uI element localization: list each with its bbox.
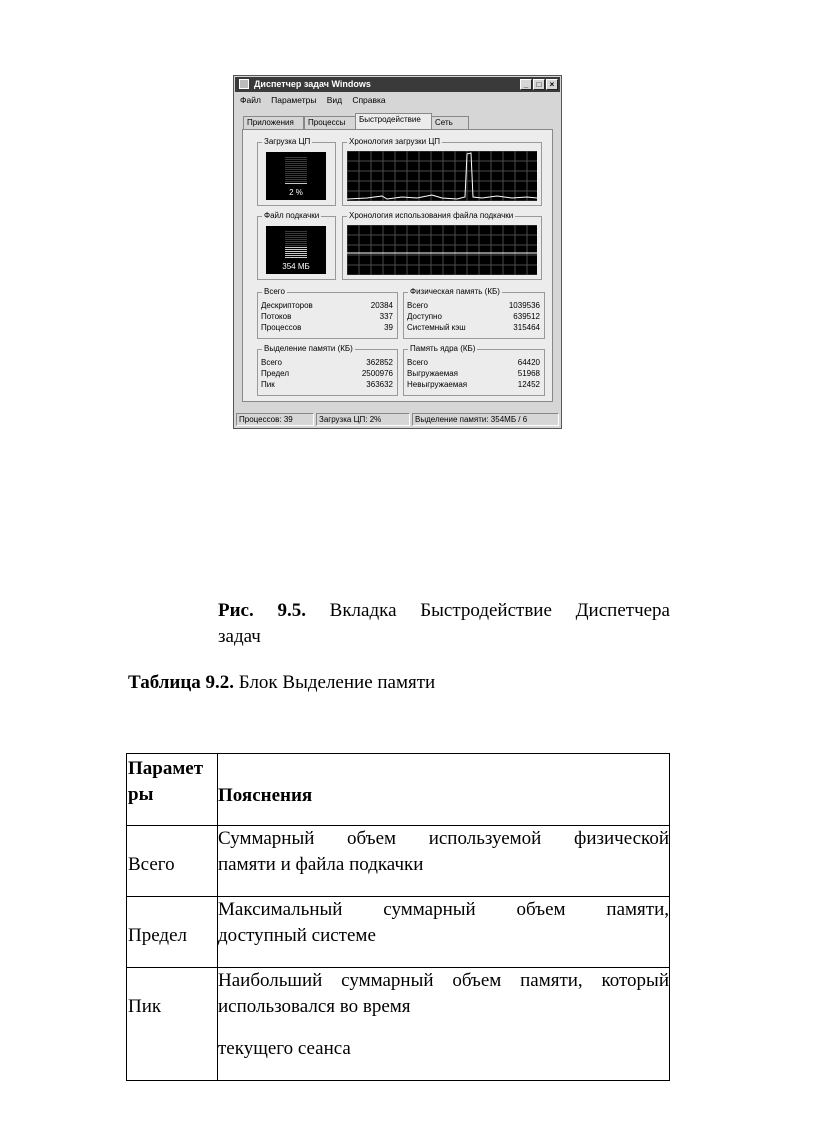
stat-key: Всего: [407, 301, 428, 310]
meter-bar: [285, 169, 307, 170]
pagefile-meter-bars: [285, 231, 307, 259]
stat-value: 363632: [366, 380, 393, 389]
explanation-line: Максимальный суммарный объем памяти,: [218, 899, 669, 920]
stat-value: 2500976: [361, 369, 393, 378]
figure-caption-line2: задач: [218, 626, 261, 647]
kernel-row: [407, 380, 540, 391]
param-name: Пик: [128, 996, 162, 1017]
meter-bar: [285, 181, 307, 182]
commit-group: [257, 344, 398, 396]
stat-key: Доступно: [407, 312, 442, 321]
kernel-memory-group: [403, 344, 545, 396]
commit-row: [261, 358, 393, 369]
totals-row: [261, 323, 393, 334]
param-cell: [127, 826, 218, 897]
meter-bar: [285, 239, 307, 240]
meter-bar: [285, 245, 307, 246]
status-cpu: Загрузка ЦП: 2%: [316, 413, 410, 426]
physical-row: [407, 312, 540, 323]
explanations-table: [126, 753, 670, 1081]
table-row: [127, 897, 670, 968]
stat-key: Дескрипторов: [261, 301, 313, 310]
task-manager-window: [233, 75, 562, 429]
meter-bar: [285, 233, 307, 234]
explanation-line: памяти и файла подкачки: [218, 854, 424, 875]
tab-applications[interactable]: Приложения: [243, 116, 304, 129]
meter-bar: [285, 235, 307, 236]
meter-bar: [285, 257, 307, 258]
header-param-line1: Парамет: [128, 758, 204, 779]
stat-value: 639512: [513, 312, 540, 321]
menu-options[interactable]: Параметры: [271, 95, 317, 105]
meter-bar: [285, 183, 307, 184]
commit-row: [261, 369, 393, 380]
cpu-history-graph: [347, 151, 537, 201]
meter-bar: [285, 255, 307, 256]
stat-key: Выгружаемая: [407, 369, 458, 378]
close-button[interactable]: ×: [546, 79, 558, 90]
meter-bar: [285, 163, 307, 164]
explanation-line: доступный системе: [218, 925, 376, 946]
stat-value: 1039536: [508, 301, 540, 310]
table-row: [127, 968, 670, 1081]
stat-key: Всего: [261, 358, 282, 367]
stat-value: 20384: [370, 301, 393, 310]
meter-bar: [285, 161, 307, 162]
stat-value: 51968: [517, 369, 540, 378]
cpu-meter: [266, 152, 326, 200]
totals-row: [261, 301, 393, 312]
stat-value: 337: [379, 312, 393, 321]
stat-value: 12452: [517, 380, 540, 389]
title-bar: [235, 77, 560, 92]
tab-processes[interactable]: Процессы: [304, 116, 356, 129]
physical-memory-label: Физическая память (КБ): [410, 287, 500, 296]
header-param-cell: [127, 754, 218, 826]
stat-key: Пик: [261, 380, 275, 389]
meter-bar: [285, 175, 307, 176]
figure-number: Рис. 9.5.: [218, 600, 306, 621]
meter-bar: [285, 159, 307, 160]
physical-row: [407, 301, 540, 312]
meter-bar: [285, 179, 307, 180]
table-header-row: [127, 754, 670, 826]
totals-group: [257, 287, 398, 339]
performance-panel: [242, 129, 553, 402]
explanation-cell: [218, 826, 670, 897]
explanation-line: использовался во время: [218, 996, 411, 1017]
pagefile-history-group: [342, 211, 542, 280]
header-param-line2: ры: [128, 784, 154, 805]
meter-bar: [285, 165, 307, 166]
pagefile-history-label: Хронология использования файла подкачки: [349, 211, 514, 220]
stat-value: 362852: [366, 358, 393, 367]
param-cell: [127, 897, 218, 968]
explanation-cell: [218, 968, 670, 1081]
stat-key: Предел: [261, 369, 289, 378]
totals-row: [261, 312, 393, 323]
minimize-button[interactable]: _: [520, 79, 532, 90]
cpu-usage-group: [257, 137, 336, 206]
cpu-usage-label: Загрузка ЦП: [264, 137, 311, 146]
meter-bar: [285, 237, 307, 238]
window-title: Диспетчер задач Windows: [254, 79, 371, 89]
meter-bar: [285, 251, 307, 252]
meter-bar: [285, 171, 307, 172]
physical-memory-group: [403, 287, 545, 339]
stat-key: Всего: [407, 358, 428, 367]
meter-bar: [285, 167, 307, 168]
cpu-value: 2 %: [289, 188, 303, 197]
figure-caption-text: Вкладка Быстродействие Диспетчера: [329, 600, 670, 621]
meter-bar: [285, 173, 307, 174]
stat-key: Невыгружаемая: [407, 380, 468, 389]
cpu-history-label: Хронология загрузки ЦП: [349, 137, 440, 146]
explanation-line: текущего сеанса: [218, 1038, 351, 1059]
stat-value: 39: [384, 323, 393, 332]
stat-value: 64420: [517, 358, 540, 367]
pagefile-history-chart: [347, 225, 537, 275]
cpu-meter-bars: [285, 157, 307, 185]
table-number: Таблица 9.2.: [128, 672, 235, 693]
meter-bar: [285, 253, 307, 254]
pagefile-value: 354 МБ: [282, 262, 310, 271]
commit-row: [261, 380, 393, 391]
header-explanation-cell: [218, 754, 670, 826]
status-bar: [236, 413, 559, 427]
commit-label: Выделение памяти (КБ): [264, 344, 353, 353]
meter-bar: [285, 247, 307, 248]
meter-bar: [285, 249, 307, 250]
table-caption: [128, 670, 435, 696]
pagefile-group: [257, 211, 336, 280]
meter-bar: [285, 241, 307, 242]
pagefile-history-graph: [347, 225, 537, 275]
menu-view[interactable]: Вид: [326, 95, 343, 105]
meter-bar: [285, 157, 307, 158]
tab-network[interactable]: Сеть: [431, 116, 469, 129]
stat-key: Процессов: [261, 323, 302, 332]
header-explanation: Пояснения: [218, 785, 313, 806]
maximize-button[interactable]: □: [533, 79, 545, 90]
explanation-cell: [218, 897, 670, 968]
tab-performance[interactable]: Быстродействие: [355, 113, 432, 129]
app-icon: [239, 79, 249, 89]
stat-key: Потоков: [261, 312, 292, 321]
explanation-line: Наибольший суммарный объем памяти, который: [218, 970, 669, 991]
table-caption-text: Блок Выделение памяти: [238, 672, 436, 693]
meter-bar: [285, 243, 307, 244]
cpu-history-group: [342, 137, 542, 206]
explanation-line: Суммарный объем используемой физической: [218, 828, 669, 849]
stat-value: 315464: [513, 323, 540, 332]
menu-help[interactable]: Справка: [352, 95, 386, 105]
table-row: [127, 826, 670, 897]
meter-bar: [285, 231, 307, 232]
param-name: Всего: [128, 854, 175, 875]
menu-file[interactable]: Файл: [240, 95, 261, 105]
kernel-row: [407, 369, 540, 380]
physical-row: [407, 323, 540, 334]
kernel-memory-label: Память ядра (КБ): [410, 344, 476, 353]
status-commit: Выделение памяти: 354МБ / 6: [412, 413, 559, 426]
status-processes: Процессов: 39: [236, 413, 314, 426]
kernel-row: [407, 358, 540, 369]
param-cell: [127, 968, 218, 1081]
menu-bar: [240, 95, 394, 107]
totals-label: Всего: [264, 287, 285, 296]
history-trace: [347, 153, 537, 199]
stat-key: Системный кэш: [407, 323, 466, 332]
figure-caption: [218, 598, 670, 624]
cpu-history-chart: [347, 151, 537, 201]
pagefile-meter: [266, 226, 326, 274]
param-name: Предел: [128, 925, 187, 946]
meter-bar: [285, 177, 307, 178]
pagefile-label: Файл подкачки: [264, 211, 320, 220]
